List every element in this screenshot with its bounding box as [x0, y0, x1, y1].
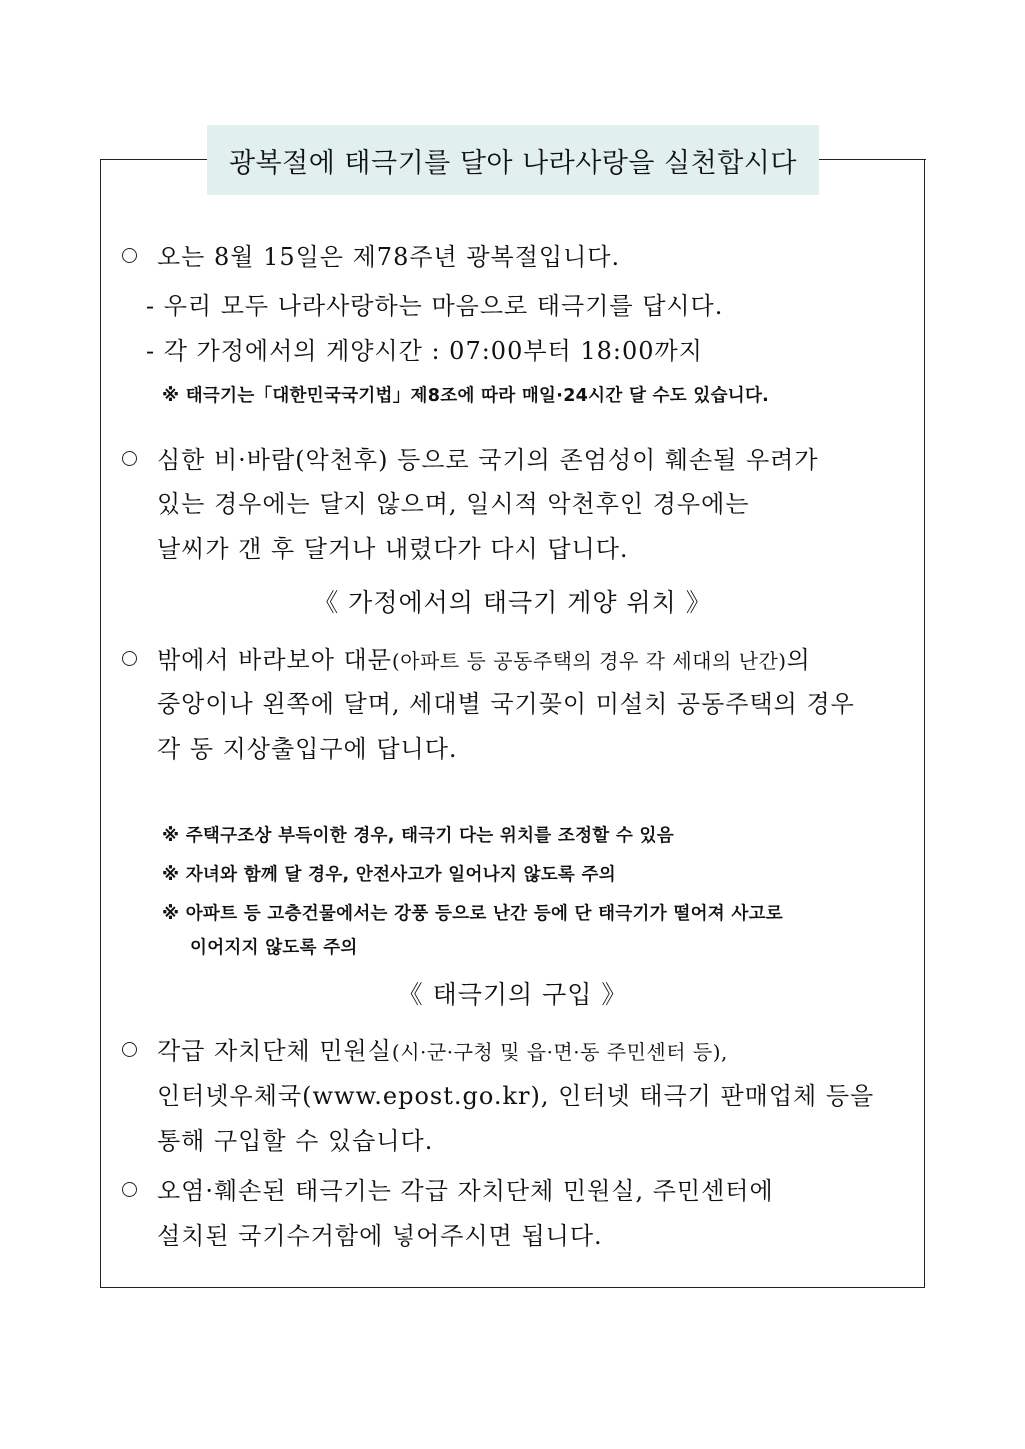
weather-text-line3: 날씨가 갠 후 달거나 내렸다가 다시 답니다. [157, 535, 629, 563]
notice-title: 광복절에 태극기를 달아 나라사랑을 실천합시다 [207, 125, 819, 195]
purchase-text-line2: 인터넷우체국(www.epost.go.kr), 인터넷 태극기 판매업체 등을 [157, 1082, 875, 1110]
circle-bullet-icon [122, 1042, 137, 1057]
circle-bullet-icon [122, 248, 137, 263]
bullet-item-disposal [122, 1171, 774, 1206]
circle-bullet-icon [122, 451, 137, 466]
note-children-safety: ※ 자녀와 함께 달 경우, 안전사고가 일어나지 않도록 주의 [162, 865, 616, 885]
position-text-paren: (아파트 등 공동주택의 경우 각 세대의 난간) [391, 649, 787, 673]
purchase-text-a: 각급 자치단체 민원실 [157, 1037, 392, 1065]
sub-item-hang-flag: - 우리 모두 나라사랑하는 마음으로 태극기를 답시다. [146, 292, 724, 320]
weather-text-line2: 있는 경우에는 달지 않으며, 일시적 악천후인 경우에는 [157, 490, 750, 518]
bullet-item-anniversary [122, 237, 620, 272]
position-text-c: 의 [786, 646, 811, 674]
bullet-item-purchase [122, 1031, 728, 1066]
bullet-item-position [122, 640, 811, 675]
note-position-adjust: ※ 주택구조상 부득이한 경우, 태극기 다는 위치를 조정할 수 있음 [162, 826, 674, 846]
heading-hang-position: 《 가정에서의 태극기 게양 위치 》 [313, 588, 712, 617]
circle-bullet-icon [122, 651, 137, 666]
anniversary-text: 오는 8월 15일은 제78주년 광복절입니다. [157, 243, 621, 271]
purchase-text-line3: 통해 구입할 수 있습니다. [157, 1127, 434, 1155]
weather-text-line1: 심한 비·바람(악천후) 등으로 국기의 존엄성이 훼손될 우려가 [157, 446, 819, 474]
note-flag-law: ※ 태극기는「대한민국국기법」제8조에 따라 매일·24시간 달 수도 있습니다. [162, 386, 770, 406]
note-highrise-wind-cont: 이어지지 않도록 주의 [190, 938, 358, 958]
notice-frame [100, 160, 925, 1288]
sub-item-hang-time: - 각 가정에서의 게양시간 : 07:00부터 18:00까지 [146, 337, 703, 365]
circle-bullet-icon [122, 1182, 137, 1197]
purchase-text-paren: (시·군·구청 및 읍·면·동 주민센터 등), [391, 1040, 728, 1064]
note-highrise-wind: ※ 아파트 등 고층건물에서는 강풍 등으로 난간 등에 단 태극기가 떨어져 사고로 [162, 904, 783, 924]
heading-purchase: 《 태극기의 구입 》 [397, 980, 628, 1009]
position-text-line2: 중앙이나 왼쪽에 달며, 세대별 국기꽂이 미설치 공동주택의 경우 [157, 690, 855, 718]
disposal-text-line2: 설치된 국기수거함에 넣어주시면 됩니다. [157, 1222, 603, 1250]
disposal-text-line1: 오염·훼손된 태극기는 각급 자치단체 민원실, 주민센터에 [157, 1177, 774, 1205]
position-text-line3: 각 동 지상출입구에 답니다. [157, 735, 458, 763]
bullet-item-weather [122, 440, 819, 475]
position-text-a: 밖에서 바라보아 대문 [157, 646, 392, 674]
